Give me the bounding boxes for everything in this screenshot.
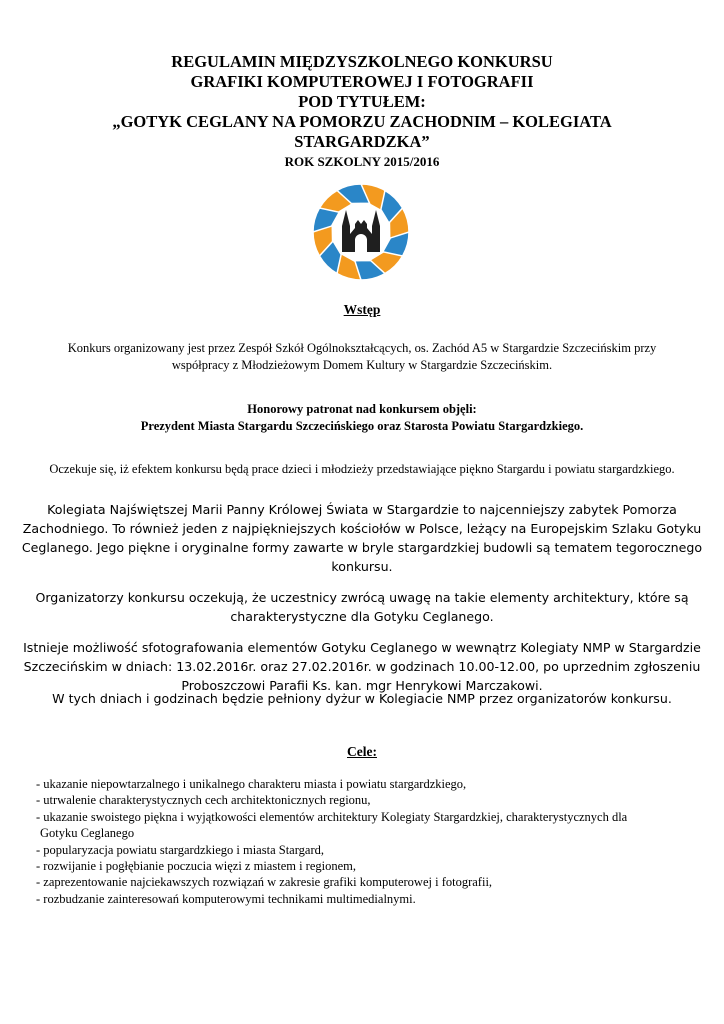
title-line: REGULAMIN MIĘDZYSZKOLNEGO KONKURSU (171, 52, 553, 71)
duty-paragraph: W tych dniach i godzinach będzie pełniony dyżur w Kolegiacie NMP przez organizatorów konkursu. (52, 691, 672, 706)
school-year: ROK SZKOLNY 2015/2016 (284, 154, 440, 169)
list-item (36, 842, 696, 858)
title-line: POD TYTUŁEM: (298, 92, 426, 111)
photo-opportunity-paragraph: Istnieje możliwość sfotografowania elementów Gotyku Ceglanego w wewnątrz Kolegiaty NMP w Stargardzie Szczecińskim w dniach: 13.02.2016r. oraz 27.02.2016r. w godzinach 10.00-12.00, po uprzednim zgłoszeniu Proboszczowi Parafii Ks. kan. mgr Henrykowi Marczakowi. (23, 640, 701, 693)
church-aperture-logo (309, 180, 413, 284)
title-line: „GOTYK CEGLANY NA POMORZU ZACHODNIM – KOLEGIATA (112, 112, 612, 131)
list-item (36, 858, 696, 874)
goal-text: - ukazanie niepowtarzalnego i unikalnego charakteru miasta i powiatu stargardzkiego, (36, 777, 467, 791)
list-item (36, 809, 696, 842)
goal-text: - popularyzacja powiatu stargardzkiego i miasta Stargard, (36, 842, 324, 857)
goal-text: - rozwijanie i pogłębianie poczucia więzi z miastem i regionem, (36, 859, 357, 874)
expectation-text: Oczekuje się, iż efektem konkursu będą prace dzieci i młodzieży przedstawiające piękno Stargardu i powiatu stargardzkiego. (49, 462, 675, 476)
intro-heading: Wstęp (343, 302, 381, 317)
goal-text-continuation: Gotyku Ceglanego (40, 826, 135, 841)
goals-list (36, 776, 696, 907)
intro-text: Konkurs organizowany jest przez Zespół Szkół Ogólnokształcących, os. Zachód A5 w Stargardzie Szczecińskim przy współpracy z Młodzieżowym Domem Kultury w Stargardzie Szczecińskim. (67, 341, 657, 372)
patronage-title: Honorowy patronat nad konkursem objęli: (247, 402, 477, 416)
title-line: STARGARDZKA” (294, 132, 430, 151)
list-item (36, 776, 696, 792)
goals-heading: Cele: (347, 744, 377, 759)
list-item (36, 891, 696, 907)
organizers-paragraph: Organizatorzy konkursu oczekują, że uczestnicy zwrócą uwagę na takie elementy architektury, które są charakterystyczne dla Gotyku Ceglanego. (35, 590, 689, 624)
list-item (36, 792, 696, 808)
goal-text: - utrwalenie charakterystycznych cech architektonicznych regionu, (36, 793, 371, 808)
list-item (36, 874, 696, 890)
goal-text: - ukazanie swoistego piękna i wyjątkowości elementów architektury Kolegiaty Stargardzkiej, charakterystycznych dla (36, 809, 628, 824)
goal-text: - zaprezentowanie najciekawszych rozwiązań w zakresie grafiki komputerowej i fotografii, (36, 875, 493, 890)
collegiate-paragraph: Kolegiata Najświętszej Marii Panny Królowej Świata w Stargardzie to najcenniejszy zabytek Pomorza Zachodniego. To również jeden z najpiękniejszych kościołów w Polsce, leżący na Europejskim Szlaku Gotyku Ceglanego. Jego piękne i oryginalne formy zawarte w bryle stargardzkiej budowli są tematem tegorocznego konkursu. (21, 502, 703, 574)
patronage-names: Prezydent Miasta Stargardu Szczecińskiego oraz Starosta Powiatu Stargardzkiego. (140, 419, 584, 433)
goal-text: - rozbudzanie zainteresowań komputerowymi technikami multimedialnymi. (36, 891, 416, 906)
title-line: GRAFIKI KOMPUTEROWEJ I FOTOGRAFII (190, 72, 534, 91)
document-title (40, 52, 684, 171)
